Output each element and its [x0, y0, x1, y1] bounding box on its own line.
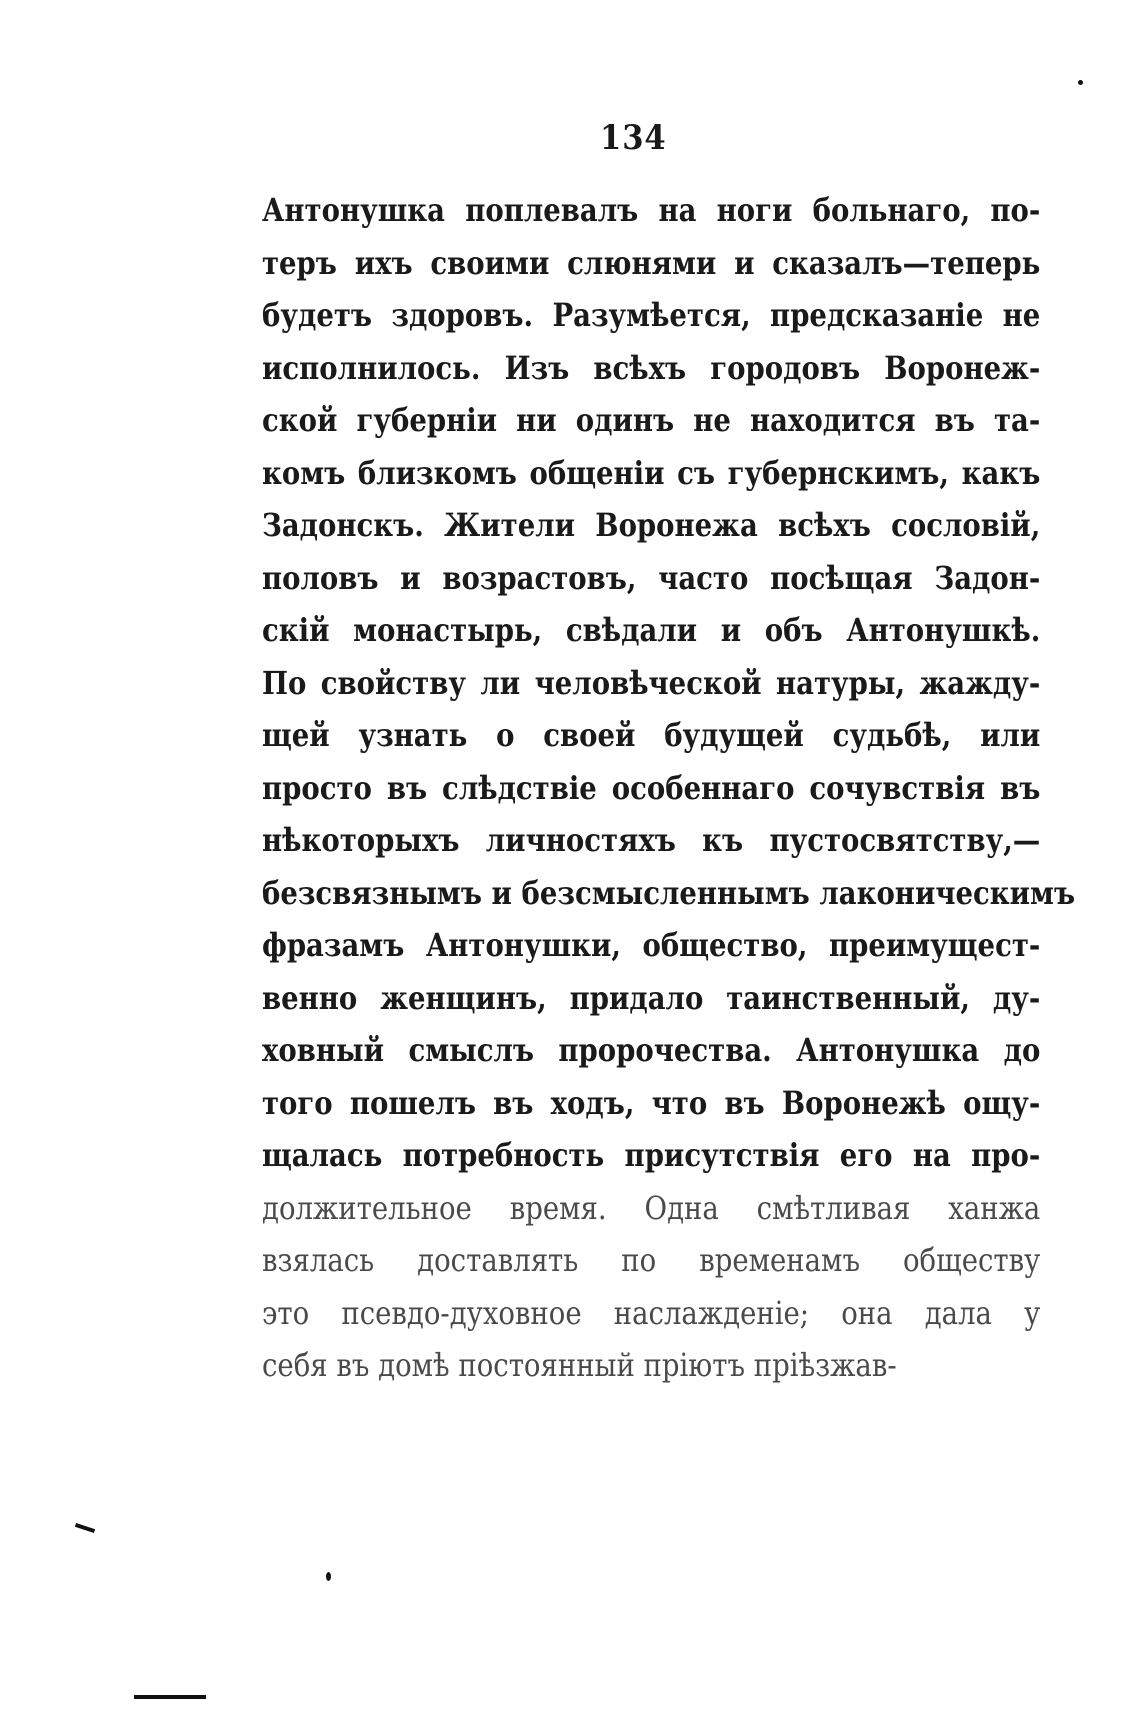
text-line: просто въ слѣдствіе особеннаго сочувствія въ — [262, 768, 1041, 807]
text-line: должительное время. Одна смѣтливая ханжа — [262, 1188, 1041, 1227]
text-line: ской губерніи ни одинъ не находится въ та- — [262, 401, 1041, 439]
body-text — [262, 184, 1076, 1392]
text-line: нѣкоторыхъ личностяхъ къ пустосвятству,— — [262, 821, 1041, 859]
text-line: безсвязнымъ и безсмысленнымъ лаконическимъ — [262, 873, 1076, 912]
text-line: щей узнать о своей будущей судьбѣ, или — [262, 716, 1041, 754]
text-line: Антонушка поплевалъ на ноги больнаго, по- — [262, 191, 1041, 229]
text-line: венно женщинъ, придало таинственный, ду- — [262, 978, 1041, 1017]
ink-speck — [1078, 80, 1083, 85]
text-line: щалась потребность присутствія его на про- — [262, 1136, 1041, 1174]
text-line: того пошелъ въ ходъ, что въ Воронежѣ ощу- — [262, 1083, 1041, 1122]
ink-speck — [75, 1523, 95, 1533]
ink-rule — [134, 1695, 206, 1699]
text-line: комъ близкомъ общеніи съ губернскимъ, какъ — [262, 453, 1041, 492]
text-line: половъ и возрастовъ, часто посѣщая Задон- — [262, 558, 1041, 597]
text-line: ховный смыслъ пророчества. Антонушка до — [262, 1031, 1041, 1069]
text-line: По свойству ли человѣческой натуры, жажду- — [262, 663, 1041, 702]
text-line: скій монастырь, свѣдали и объ Антонушкѣ. — [262, 611, 1041, 649]
text-line: себя въ домѣ постоянный пріютъ пріѣзжав- — [262, 1346, 897, 1384]
text-line: фразамъ Антонушки, общество, преимущест- — [262, 926, 1041, 964]
ink-speck — [326, 1572, 331, 1581]
text-line: Задонскъ. Жители Воронежа всѣхъ сословій, — [262, 506, 1041, 544]
text-line: исполнилось. Изъ всѣхъ городовъ Воронеж- — [262, 348, 1041, 387]
text-line: теръ ихъ своими слюнями и сказалъ—теперь — [262, 243, 1041, 282]
text-line: это псевдо-духовное наслажденіе; она дала у — [262, 1293, 1041, 1332]
text-line: взялась доставлять по временамъ обществу — [262, 1241, 1041, 1279]
text-line: будетъ здоровъ. Разумѣется, предсказаніе не — [262, 296, 1041, 334]
page-number: 134 — [600, 118, 667, 158]
